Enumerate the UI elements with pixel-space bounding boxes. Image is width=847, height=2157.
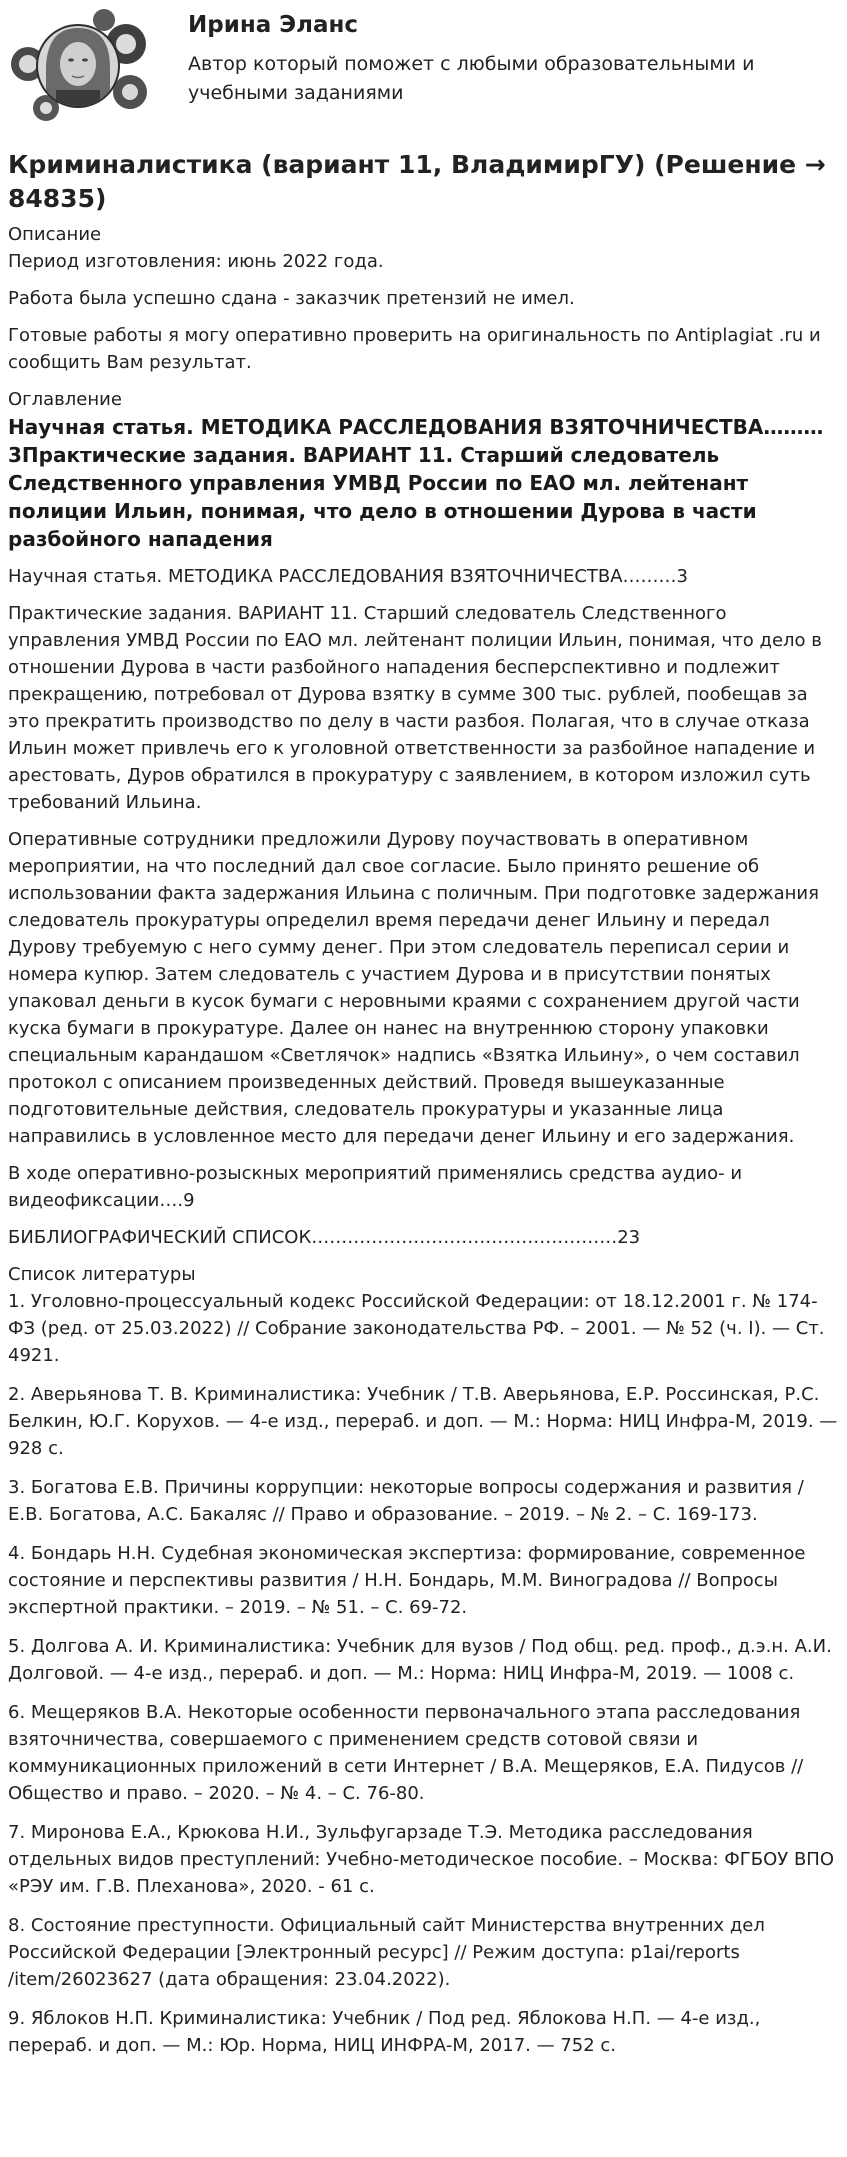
literature-item: 9. Яблоков Н.П. Криминалистика: Учебник / Под ред. Яблокова Н.П. — 4-е изд., перераб. и доп. — М.: Юр. Норма, НИЦ ИНФРА-М, 2017. — 752 с.: [8, 2008, 761, 2056]
toc-paragraph: Оперативные сотрудники предложили Дурову поучаствовать в оперативном мероприятии, на что последний дал свое согласие. Было принято решение об использовании факта задержания Ильина с поличным. При подготовке задержания следователь прокуратуры определил время передачи денег Ильину и передал Дурову требуемую с него сумму денег. При этом следователь переписал серии и номера купюр. Затем следователь с участием Дурова и в присутствии понятых упаковал деньги в кусок бумаги с неровными краями с сохранением другой части куска бумаги в прокуратуре. Далее он нанес на внутреннюю сторону упаковки специальным карандашом «Светлячок» надпись «Взятка Ильину», о чем составил протокол с описанием произведенных действий. Проведя вышеуказанные подготовительные действия, следователь прокуратуры и указанные лица направились в условленное место для передачи денег Ильину и его задержания.: [8, 829, 819, 1147]
description-paragraph: Готовые работы я могу оперативно проверить на оригинальность по Antiplagiat .ru и сообщить Вам результат.: [8, 325, 821, 373]
literature-item: 8. Состояние преступности. Официальный сайт Министерства внутренних дел Российской Федерации [Электронный ресурс] // Режим доступа: p1ai/reports /item/26023627 (дата обращения: 23.04.2022).: [8, 1915, 765, 1990]
literature-item: 7. Миронова Е.А., Крюкова Н.И., Зульфугарзаде Т.Э. Методика расследования отдельных видов преступлений: Учебно-методическое пособие. – Москва: ФГБОУ ВПО «РЭУ им. Г.В. Плеханова», 2020. - 61 с.: [8, 1822, 835, 1897]
literature-item: 6. Мещеряков В.А. Некоторые особенности первоначального этапа расследования взяточничества, совершаемого с применением средств сотовой связи и коммуникационных приложений в сети Интернет / В.А. Мещеряков, Е.А. Пидусов // Общество и право. – 2020. – № 4. – С. 76-80.: [8, 1702, 804, 1804]
description-label: Описание: [8, 224, 102, 245]
author-description: Автор который поможет с любыми образовательными и учебными заданиями: [188, 53, 755, 104]
description-paragraph: Работа была успешно сдана - заказчик претензий не имел.: [8, 288, 575, 309]
literature-item: 5. Долгова А. И. Криминалистика: Учебник для вузов / Под общ. ред. проф., д.э.н. А.И. Долговой. — 4-е изд., перераб. и доп. — М.: Норма: НИЦ Инфра-М, 2019. — 1008 с.: [8, 1636, 832, 1684]
author-header: [0, 0, 847, 135]
toc-label: Оглавление: [8, 389, 122, 410]
toc-paragraph: Практические задания. ВАРИАНТ 11. Старший следователь Следственного управления УМВД России по ЕАО мл. лейтенант полиции Ильин, понимая, что дело в отношении Дурова в части разбойного нападения бесперспективно и подлежит прекращению, потребовал от Дурова взятку в сумме 300 тыс. рублей, пообещав за это прекратить производство по делу в части разбоя. Полагая, что в случае отказа Ильин может привлечь его к уголовной ответственности за разбойное нападение и арестовать, Дуров обратился в прокуратуру с заявлением, в котором изложил суть требований Ильина.: [8, 603, 822, 813]
author-avatar[interactable]: [6, 6, 152, 126]
literature-label: Список литературы: [8, 1264, 196, 1285]
toc-paragraph: Научная статья. МЕТОДИКА РАССЛЕДОВАНИЯ ВЗЯТОЧНИЧЕСТВА………3: [8, 566, 689, 587]
literature-item: 3. Богатова Е.В. Причины коррупции: некоторые вопросы содержания и развития / Е.В. Богатова, А.С. Бакаляс // Право и образование. – 2019. – № 2. – С. 169-173.: [8, 1477, 804, 1525]
description-paragraph: Период изготовления: июнь 2022 года.: [8, 251, 384, 272]
work-title: Криминалистика (вариант 11, ВладимирГУ) (Решение → 84835): [8, 150, 826, 213]
toc-paragraph: БИБЛИОГРАФИЧЕСКИЙ СПИСОК……………………………………………23: [8, 1227, 641, 1248]
author-name[interactable]: Ирина Эланс: [188, 12, 359, 38]
literature-item: 4. Бондарь Н.Н. Судебная экономическая экспертиза: формирование, современное состояние и перспективы развития / Н.Н. Бондарь, М.М. Виноградова // Вопросы экспертной практики. – 2019. – № 51. – С. 69-72.: [8, 1543, 806, 1618]
toc-heading: Научная статья. МЕТОДИКА РАССЛЕДОВАНИЯ ВЗЯТОЧНИЧЕСТВА………3Практические задания. ВАРИАНТ 11. Старший следователь Следственного управления УМВД России по ЕАО мл. лейтенант полиции Ильин, понимая, что дело в отношении Дурова в части разбойного нападения: [8, 415, 824, 551]
toc-paragraph: В ходе оперативно-розыскных мероприятий применялись средства аудио- и видеофиксации….9: [8, 1163, 743, 1211]
literature-item: 1. Уголовно-процессуальный кодекс Российской Федерации: от 18.12.2001 г. № 174-ФЗ (ред. от 25.03.2022) // Собрание законодательства РФ. – 2001. — № 52 (ч. I). — Ст. 4921.: [8, 1291, 825, 1366]
literature-item: 2. Аверьянова Т. В. Криминалистика: Учебник / Т.В. Аверьянова, Е.Р. Россинская, Р.С. Белкин, Ю.Г. Корухов. — 4-е изд., перераб. и доп. — М.: Норма: НИЦ Инфра-М, 2019. — 928 с.: [8, 1384, 838, 1459]
work-content: [8, 148, 840, 2071]
